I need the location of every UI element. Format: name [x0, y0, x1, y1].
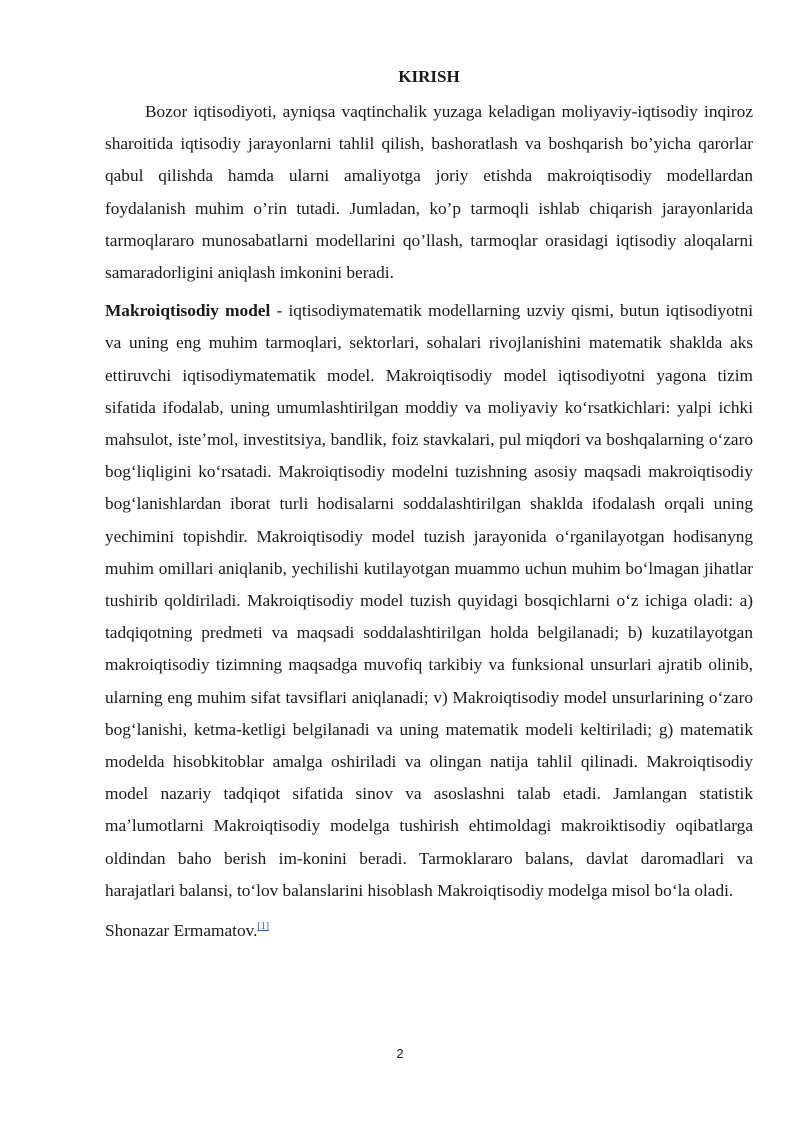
page-number: 2	[396, 1046, 404, 1061]
author-name: Shonazar Ermamatov.	[105, 920, 258, 940]
section-title: KIRISH	[398, 67, 460, 86]
intro-paragraph: Bozor iqtisodiyoti, ayniqsa vaqtinchalik yuzaga keladigan moliyaviy-iqtisodiy inqiroz sharoitida iqtisodiy jarayonlarni tahlil qilish, bashoratlash va boshqarish bo’yicha qarorlar qabul qilishda hamda ularni amaliyotga joriy etishda makroiqtisodiy modellardan foydalanish muhim o’rin tutadi. Jumladan, ko’p tarmoqli ishlab chiqarish jarayonlarida tarmoqlararo munosabatlarni modellarini qo’llash, tarmoqlar orasidagi iqtisodiy aloqalarni samaradorligini aniqlash imkonini beradi.	[105, 102, 753, 283]
definition-term: Makroiqtisodiy model	[105, 301, 271, 321]
document-page	[105, 66, 753, 947]
author-line	[105, 911, 753, 947]
footnote-link[interactable]: [1]	[257, 921, 270, 933]
definition-paragraph	[105, 295, 753, 907]
definition-body: - iqtisodiymatematik modellarning uzviy qismi, butun iqtisodiyotni va uning eng muhim tarmoqlari, sektorlari, sohalari rivojlanishini matematik shaklda aks ettiruvchi iqtisodiymatematik model. Makroiqtisodiy model iqtisodiyotni yagona tizim sifatida ifodalab, uning umumlashtirilgan moddiy va moliyaviy koʻrsatkichlari: yalpi ichki mahsulot, isteʼmol, investitsiya, bandlik, foiz stavkalari, pul miqdori va boshqalarning oʻzaro bogʻliqligini koʻrsatadi. Makroiqtisodiy modelni tuzishning asosiy maqsadi makroiqtisodiy bogʻlanishlardan iborat turli hodisalarni soddalashtirilgan shaklda ifodalash orqali uning yechimini topishdir. Makroiqtisodiy model tuzish jarayonida oʻrganilayotgan hodisanyng muhim omillari aniqlanib, yechilishi kutilayotgan muammo uchun muhim boʻlmagan jihatlar tushirib qoldiriladi. Makroiqtisodiy model tuzish quyidagi bosqichlarni oʻz ichiga oladi: a) tadqiqotning predmeti va maqsadi soddalashtirilgan holda belgilanadi; b) kuzatilayotgan makroiqtisodiy tizimning maqsadga muvofiq tarkibiy va funksional unsurlari ajratib olinib, ularning eng muhim sifat tavsiflari aniqlanadi; v) Makroiqtisodiy model unsurlarining oʻzaro bogʻlanishi, ketma-ketligi belgilanadi va uning matematik modeli keltiriladi; g) matematik modelda hisobkitoblar amalga oshiriladi va olingan natija tahlil qilinadi. Makroiqtisodiy model nazariy tadqiqot sifatida sinov va asoslashni talab etadi. Jamlangan statistik maʼlumotlarni Makroiqtisodiy modelga tushirish ehtimoldagi makroiktisodiy oqibatlarga oldindan baho berish im-konini beradi. Tarmoklararo balans, davlat daromadlari va harajatlari balansi, toʻlov balanslarini hisoblash Makroiqtisodiy modelga misol boʻla oladi.	[105, 301, 754, 900]
